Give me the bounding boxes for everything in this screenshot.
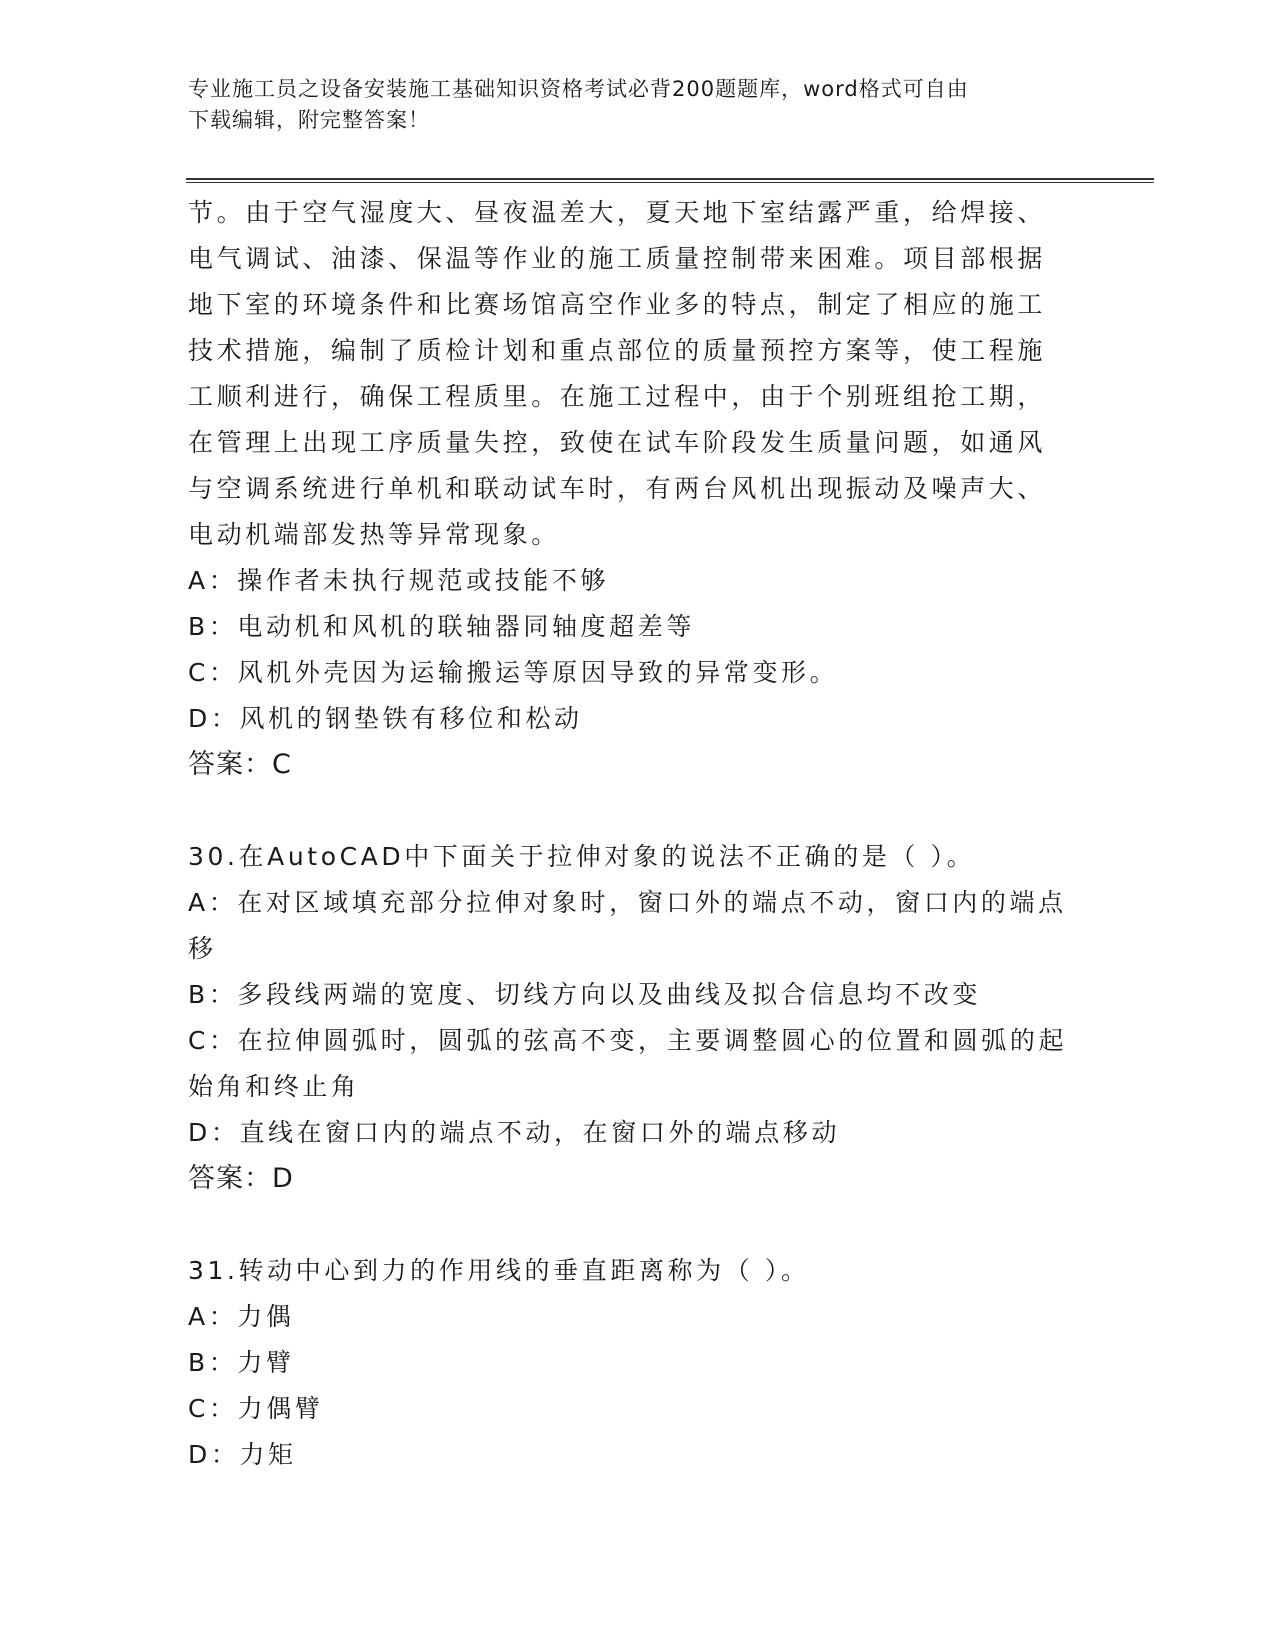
- answer-label: 答案：D: [188, 1163, 294, 1194]
- document-header: [188, 74, 1068, 136]
- option-c-continued: 始角和终止角: [188, 1072, 360, 1101]
- option-b: B：电动机和风机的联轴器同轴度超差等: [188, 612, 695, 641]
- option-d: D：力矩: [188, 1440, 297, 1469]
- option-a: A：在对区域填充部分拉伸对象时，窗口外的端点不动，窗口内的端点: [188, 888, 1067, 917]
- option-a-continued: 移: [188, 934, 217, 963]
- option-c: C：力偶臂: [188, 1394, 324, 1423]
- option-c: C：在拉伸圆弧时，圆弧的弦高不变，主要调整圆心的位置和圆弧的起: [188, 1026, 1068, 1055]
- question-spacer: [188, 788, 1088, 834]
- option-d: D：风机的钢垫铁有移位和松动: [188, 704, 583, 733]
- question-stem-line: 技术措施，编制了质检计划和重点部位的质量预控方案等，使工程施: [188, 336, 1047, 365]
- question-stem-line: 在管理上出现工序质量失控，致使在试车阶段发生质量问题，如通风: [188, 428, 1047, 457]
- question-29: [188, 190, 1088, 788]
- header-title-line-2: 下载编辑，附完整答案！: [188, 108, 430, 132]
- answer-label: 答案：C: [188, 749, 292, 780]
- question-stem-line: 电动机端部发热等异常现象。: [188, 520, 560, 549]
- option-a: A：力偶: [188, 1302, 295, 1331]
- option-c: C：风机外壳因为运输搬运等原因导致的异常变形。: [188, 658, 839, 687]
- question-30: [188, 834, 1088, 1202]
- question-31: [188, 1248, 1088, 1478]
- question-stem-line: 地下室的环境条件和比赛场馆高空作业多的特点，制定了相应的施工: [188, 290, 1047, 319]
- option-d: D：直线在窗口内的端点不动，在窗口外的端点移动: [188, 1118, 841, 1147]
- document-body: [188, 190, 1088, 1478]
- option-a: A：操作者未执行规范或技能不够: [188, 566, 610, 595]
- question-stem-line: 电气调试、油漆、保温等作业的施工质量控制带来困难。项目部根据: [188, 244, 1047, 273]
- header-title-line-1: 专业施工员之设备安装施工基础知识资格考试必背200题题库，word格式可自由: [188, 77, 969, 101]
- question-stem-line: 与空调系统进行单机和联动试车时，有两台风机出现振动及噪声大、: [188, 474, 1047, 503]
- option-b: B：多段线两端的宽度、切线方向以及曲线及拟合信息均不改变: [188, 980, 981, 1009]
- question-stem: 30.在AutoCAD中下面关于拉伸对象的说法不正确的是（ ）。: [188, 842, 976, 871]
- option-b: B：力臂: [188, 1348, 295, 1377]
- question-spacer: [188, 1202, 1088, 1248]
- header-divider: [186, 178, 1154, 183]
- question-stem-line: 节。由于空气湿度大、昼夜温差大，夏天地下室结露严重，给焊接、: [188, 198, 1047, 227]
- question-stem: 31.转动中心到力的作用线的垂直距离称为（ ）。: [188, 1256, 810, 1285]
- question-stem-line: 工顺利进行，确保工程质里。在施工过程中，由于个别班组抢工期，: [188, 382, 1047, 411]
